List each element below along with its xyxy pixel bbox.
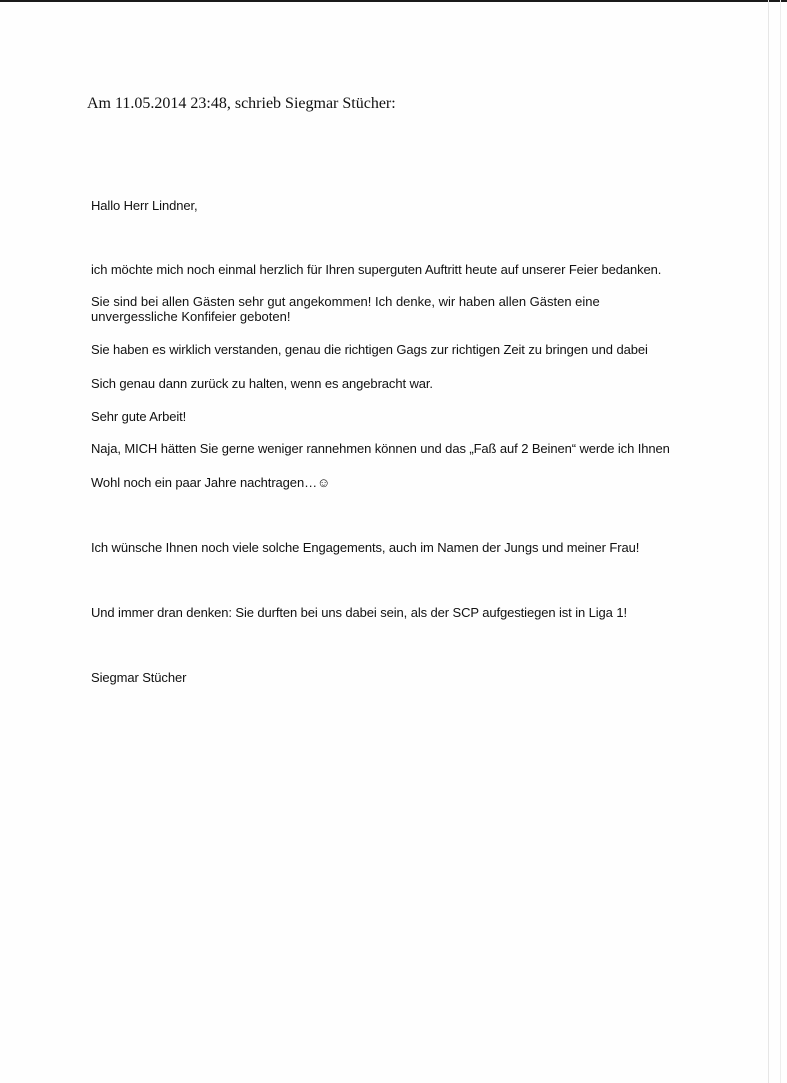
scan-top-edge bbox=[0, 0, 787, 2]
greeting: Hallo Herr Lindner, bbox=[91, 198, 198, 213]
guests-line-2: unvergessliche Konfifeier geboten! bbox=[91, 309, 291, 324]
naja-line: Naja, MICH hätten Sie gerne weniger rannehmen können und das „Faß auf 2 Beinen“ werde ich Ihnen bbox=[91, 441, 670, 456]
restraint-line: Sich genau dann zurück zu halten, wenn es angebracht war. bbox=[91, 376, 433, 391]
gags-line: Sie haben es wirklich verstanden, genau die richtigen Gags zur richtigen Zeit zu bringen und dabei bbox=[91, 342, 648, 357]
email-header: Am 11.05.2014 23:48, schrieb Siegmar Stücher: bbox=[87, 95, 396, 112]
scan-right-edge bbox=[768, 0, 769, 1083]
guests-line-1: Sie sind bei allen Gästen sehr gut angekommen! Ich denke, wir haben allen Gästen eine bbox=[91, 294, 600, 309]
wish-line: Ich wünsche Ihnen noch viele solche Engagements, auch im Namen der Jungs und meiner Frau! bbox=[91, 540, 640, 555]
remember-line: Und immer dran denken: Sie durften bei uns dabei sein, als der SCP aufgestiegen ist in Liga 1! bbox=[91, 605, 627, 620]
good-work-line: Sehr gute Arbeit! bbox=[91, 409, 187, 424]
signature: Siegmar Stücher bbox=[91, 670, 187, 685]
scan-right-edge-outer bbox=[780, 0, 781, 1083]
wohl-line: Wohl noch ein paar Jahre nachtragen…☺ bbox=[91, 475, 331, 490]
guests-paragraph bbox=[91, 294, 600, 324]
thanks-line: ich möchte mich noch einmal herzlich für Ihren superguten Auftritt heute auf unserer Feier bedanken. bbox=[91, 262, 662, 277]
